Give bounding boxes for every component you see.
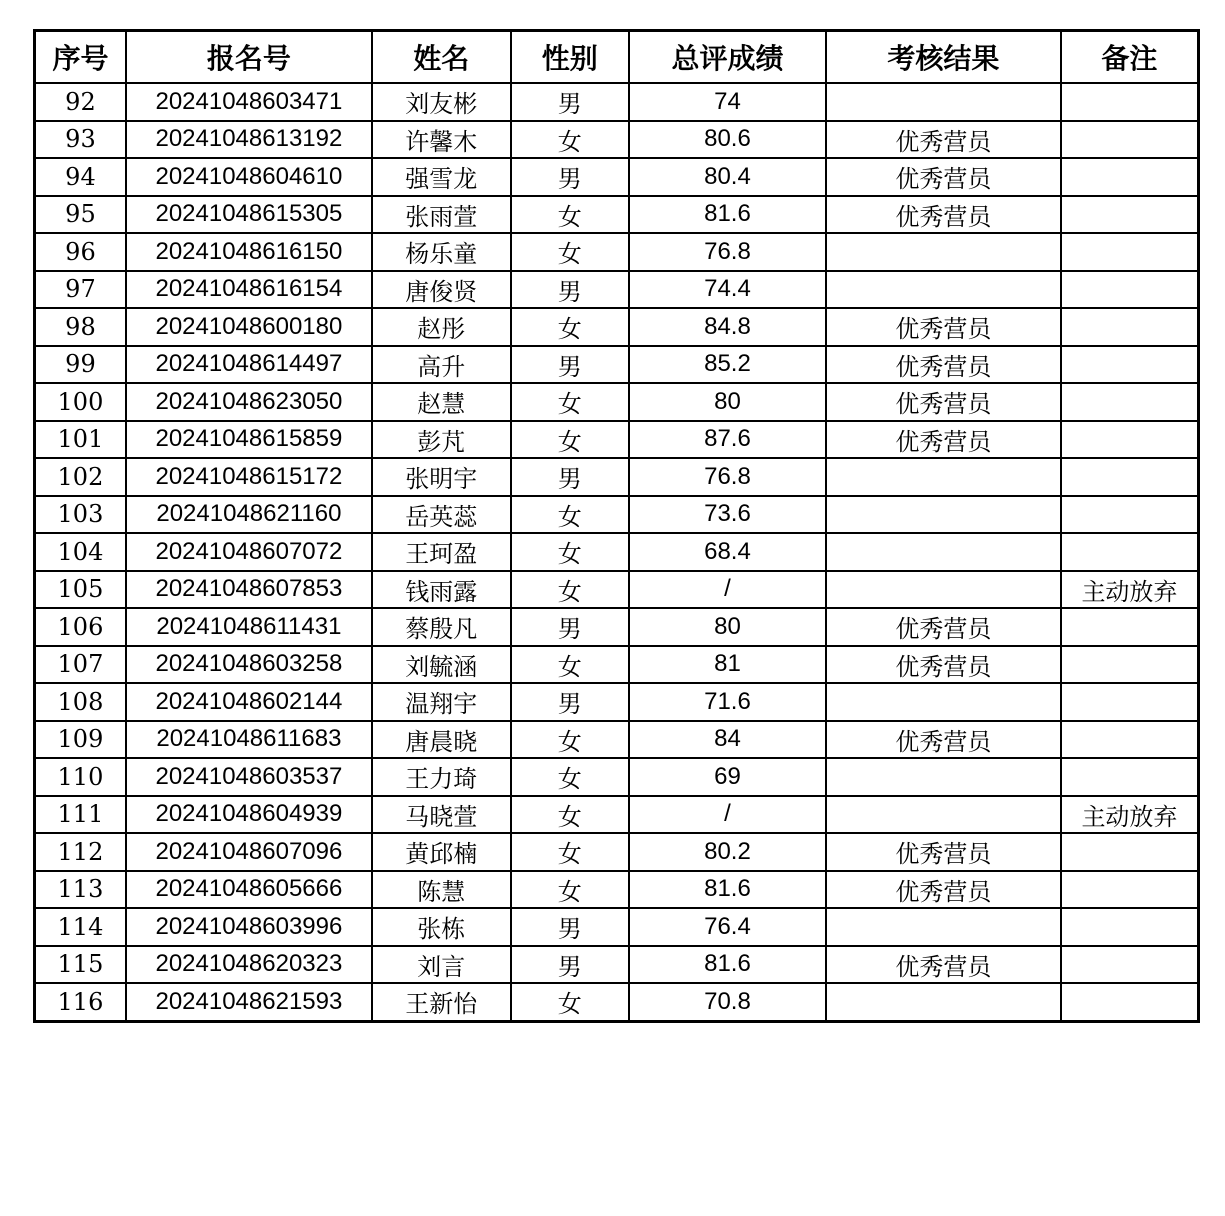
cell-assessment-result <box>826 758 1061 796</box>
cell-total-score: 80.4 <box>629 158 826 196</box>
table-row <box>35 458 1199 496</box>
cell-gender: 男 <box>511 158 630 196</box>
cell-total-score: 84.8 <box>629 308 826 346</box>
cell-name: 赵彤 <box>372 308 511 346</box>
cell-remark <box>1061 308 1199 346</box>
cell-gender: 男 <box>511 271 630 309</box>
cell-name: 强雪龙 <box>372 158 511 196</box>
cell-name: 许馨木 <box>372 121 511 159</box>
cell-serial-number: 102 <box>35 458 126 496</box>
cell-registration-number: 20241048605666 <box>126 871 372 909</box>
cell-assessment-result: 优秀营员 <box>826 196 1061 234</box>
cell-gender: 男 <box>511 908 630 946</box>
cell-name: 陈慧 <box>372 871 511 909</box>
cell-total-score: 81.6 <box>629 946 826 984</box>
cell-assessment-result: 优秀营员 <box>826 833 1061 871</box>
cell-remark <box>1061 721 1199 759</box>
cell-name: 温翔宇 <box>372 683 511 721</box>
cell-name: 唐俊贤 <box>372 271 511 309</box>
cell-registration-number: 20241048615172 <box>126 458 372 496</box>
cell-total-score: 76.8 <box>629 458 826 496</box>
cell-serial-number: 107 <box>35 646 126 684</box>
cell-gender: 女 <box>511 233 630 271</box>
cell-total-score: 87.6 <box>629 421 826 459</box>
table-row <box>35 571 1199 609</box>
cell-gender: 女 <box>511 571 630 609</box>
cell-assessment-result <box>826 271 1061 309</box>
cell-total-score: 73.6 <box>629 496 826 534</box>
cell-name: 张雨萱 <box>372 196 511 234</box>
cell-name: 张明宇 <box>372 458 511 496</box>
cell-gender: 女 <box>511 871 630 909</box>
table-row <box>35 983 1199 1021</box>
cell-registration-number: 20241048614497 <box>126 346 372 384</box>
cell-remark <box>1061 196 1199 234</box>
cell-registration-number: 20241048603258 <box>126 646 372 684</box>
cell-gender: 女 <box>511 646 630 684</box>
cell-assessment-result: 优秀营员 <box>826 346 1061 384</box>
cell-serial-number: 97 <box>35 271 126 309</box>
cell-gender: 男 <box>511 608 630 646</box>
cell-remark <box>1061 158 1199 196</box>
cell-assessment-result <box>826 571 1061 609</box>
table-row <box>35 196 1199 234</box>
cell-remark <box>1061 983 1199 1021</box>
cell-name: 高升 <box>372 346 511 384</box>
cell-serial-number: 95 <box>35 196 126 234</box>
cell-registration-number: 20241048603471 <box>126 83 372 121</box>
cell-assessment-result <box>826 496 1061 534</box>
cell-remark <box>1061 383 1199 421</box>
cell-remark <box>1061 233 1199 271</box>
cell-gender: 女 <box>511 833 630 871</box>
cell-gender: 女 <box>511 308 630 346</box>
cell-total-score: 80 <box>629 383 826 421</box>
header-name: 姓名 <box>372 31 511 84</box>
cell-gender: 女 <box>511 796 630 834</box>
cell-name: 王力琦 <box>372 758 511 796</box>
cell-total-score: 76.8 <box>629 233 826 271</box>
cell-registration-number: 20241048607096 <box>126 833 372 871</box>
cell-remark <box>1061 421 1199 459</box>
cell-total-score: 80.2 <box>629 833 826 871</box>
cell-total-score: 84 <box>629 721 826 759</box>
cell-name: 刘言 <box>372 946 511 984</box>
cell-assessment-result: 优秀营员 <box>826 308 1061 346</box>
cell-gender: 女 <box>511 383 630 421</box>
cell-gender: 男 <box>511 946 630 984</box>
header-remark: 备注 <box>1061 31 1199 84</box>
cell-registration-number: 20241048604610 <box>126 158 372 196</box>
cell-registration-number: 20241048615859 <box>126 421 372 459</box>
cell-gender: 女 <box>511 121 630 159</box>
cell-remark: 主动放弃 <box>1061 571 1199 609</box>
cell-assessment-result <box>826 533 1061 571</box>
cell-registration-number: 20241048620323 <box>126 946 372 984</box>
table-row <box>35 271 1199 309</box>
cell-registration-number: 20241048623050 <box>126 383 372 421</box>
cell-registration-number: 20241048604939 <box>126 796 372 834</box>
cell-serial-number: 110 <box>35 758 126 796</box>
cell-gender: 女 <box>511 721 630 759</box>
cell-registration-number: 20241048613192 <box>126 121 372 159</box>
cell-assessment-result <box>826 683 1061 721</box>
cell-serial-number: 92 <box>35 83 126 121</box>
cell-serial-number: 113 <box>35 871 126 909</box>
cell-total-score: / <box>629 796 826 834</box>
table-row <box>35 383 1199 421</box>
cell-name: 张栋 <box>372 908 511 946</box>
cell-name: 蔡殷凡 <box>372 608 511 646</box>
cell-serial-number: 116 <box>35 983 126 1021</box>
cell-assessment-result <box>826 83 1061 121</box>
cell-assessment-result <box>826 908 1061 946</box>
cell-total-score: 80.6 <box>629 121 826 159</box>
cell-gender: 男 <box>511 83 630 121</box>
cell-gender: 女 <box>511 421 630 459</box>
cell-serial-number: 108 <box>35 683 126 721</box>
cell-name: 王珂盈 <box>372 533 511 571</box>
cell-remark: 主动放弃 <box>1061 796 1199 834</box>
cell-assessment-result: 优秀营员 <box>826 421 1061 459</box>
cell-name: 彭芃 <box>372 421 511 459</box>
cell-remark <box>1061 871 1199 909</box>
table-row <box>35 158 1199 196</box>
cell-remark <box>1061 83 1199 121</box>
cell-registration-number: 20241048616154 <box>126 271 372 309</box>
table-row <box>35 646 1199 684</box>
cell-registration-number: 20241048611683 <box>126 721 372 759</box>
cell-remark <box>1061 608 1199 646</box>
cell-remark <box>1061 833 1199 871</box>
cell-name: 刘友彬 <box>372 83 511 121</box>
cell-serial-number: 99 <box>35 346 126 384</box>
table-row <box>35 721 1199 759</box>
cell-gender: 女 <box>511 533 630 571</box>
table-row <box>35 421 1199 459</box>
cell-serial-number: 114 <box>35 908 126 946</box>
cell-serial-number: 96 <box>35 233 126 271</box>
cell-remark <box>1061 908 1199 946</box>
cell-total-score: 81.6 <box>629 196 826 234</box>
cell-registration-number: 20241048600180 <box>126 308 372 346</box>
cell-name: 刘毓涵 <box>372 646 511 684</box>
table-row <box>35 233 1199 271</box>
cell-remark <box>1061 121 1199 159</box>
cell-serial-number: 105 <box>35 571 126 609</box>
cell-serial-number: 103 <box>35 496 126 534</box>
table-row <box>35 121 1199 159</box>
cell-remark <box>1061 271 1199 309</box>
table-row <box>35 83 1199 121</box>
header-total-score: 总评成绩 <box>629 31 826 84</box>
cell-serial-number: 104 <box>35 533 126 571</box>
cell-assessment-result <box>826 233 1061 271</box>
table-row <box>35 833 1199 871</box>
table-row <box>35 908 1199 946</box>
table-row <box>35 871 1199 909</box>
cell-remark <box>1061 458 1199 496</box>
cell-total-score: 81 <box>629 646 826 684</box>
cell-remark <box>1061 946 1199 984</box>
cell-total-score: / <box>629 571 826 609</box>
cell-name: 唐晨晓 <box>372 721 511 759</box>
cell-assessment-result: 优秀营员 <box>826 158 1061 196</box>
cell-total-score: 85.2 <box>629 346 826 384</box>
cell-total-score: 71.6 <box>629 683 826 721</box>
cell-total-score: 69 <box>629 758 826 796</box>
cell-registration-number: 20241048607072 <box>126 533 372 571</box>
cell-assessment-result: 优秀营员 <box>826 871 1061 909</box>
cell-serial-number: 106 <box>35 608 126 646</box>
cell-remark <box>1061 346 1199 384</box>
cell-serial-number: 93 <box>35 121 126 159</box>
table-body <box>35 83 1199 1021</box>
cell-assessment-result: 优秀营员 <box>826 646 1061 684</box>
cell-name: 王新怡 <box>372 983 511 1021</box>
table-row <box>35 796 1199 834</box>
table-row <box>35 496 1199 534</box>
cell-total-score: 80 <box>629 608 826 646</box>
cell-remark <box>1061 496 1199 534</box>
cell-serial-number: 100 <box>35 383 126 421</box>
cell-gender: 女 <box>511 983 630 1021</box>
cell-registration-number: 20241048615305 <box>126 196 372 234</box>
cell-assessment-result: 优秀营员 <box>826 121 1061 159</box>
header-gender: 性别 <box>511 31 630 84</box>
cell-assessment-result: 优秀营员 <box>826 721 1061 759</box>
cell-serial-number: 115 <box>35 946 126 984</box>
cell-registration-number: 20241048607853 <box>126 571 372 609</box>
header-assessment-result: 考核结果 <box>826 31 1061 84</box>
cell-total-score: 70.8 <box>629 983 826 1021</box>
cell-serial-number: 112 <box>35 833 126 871</box>
cell-total-score: 68.4 <box>629 533 826 571</box>
cell-serial-number: 98 <box>35 308 126 346</box>
header-serial-number: 序号 <box>35 31 126 84</box>
table-header <box>35 31 1199 84</box>
cell-name: 岳英蕊 <box>372 496 511 534</box>
header-row <box>35 31 1199 84</box>
cell-assessment-result <box>826 796 1061 834</box>
cell-assessment-result <box>826 983 1061 1021</box>
table-row <box>35 946 1199 984</box>
cell-name: 钱雨露 <box>372 571 511 609</box>
cell-serial-number: 109 <box>35 721 126 759</box>
cell-serial-number: 101 <box>35 421 126 459</box>
cell-gender: 女 <box>511 496 630 534</box>
cell-remark <box>1061 646 1199 684</box>
cell-total-score: 81.6 <box>629 871 826 909</box>
table-row <box>35 533 1199 571</box>
cell-gender: 男 <box>511 346 630 384</box>
cell-remark <box>1061 758 1199 796</box>
score-table <box>33 29 1200 1023</box>
cell-name: 马晓萱 <box>372 796 511 834</box>
cell-registration-number: 20241048602144 <box>126 683 372 721</box>
cell-assessment-result: 优秀营员 <box>826 608 1061 646</box>
cell-assessment-result: 优秀营员 <box>826 383 1061 421</box>
cell-total-score: 76.4 <box>629 908 826 946</box>
cell-name: 赵慧 <box>372 383 511 421</box>
cell-registration-number: 20241048621593 <box>126 983 372 1021</box>
table-row <box>35 308 1199 346</box>
table-row <box>35 346 1199 384</box>
cell-serial-number: 111 <box>35 796 126 834</box>
cell-gender: 女 <box>511 758 630 796</box>
cell-registration-number: 20241048603537 <box>126 758 372 796</box>
cell-assessment-result <box>826 458 1061 496</box>
cell-gender: 男 <box>511 683 630 721</box>
header-registration-number: 报名号 <box>126 31 372 84</box>
cell-name: 杨乐童 <box>372 233 511 271</box>
table-row <box>35 683 1199 721</box>
cell-remark <box>1061 683 1199 721</box>
table-row <box>35 758 1199 796</box>
cell-remark <box>1061 533 1199 571</box>
cell-assessment-result: 优秀营员 <box>826 946 1061 984</box>
cell-serial-number: 94 <box>35 158 126 196</box>
cell-total-score: 74 <box>629 83 826 121</box>
cell-registration-number: 20241048616150 <box>126 233 372 271</box>
cell-registration-number: 20241048603996 <box>126 908 372 946</box>
cell-gender: 男 <box>511 458 630 496</box>
cell-name: 黄邱楠 <box>372 833 511 871</box>
table-row <box>35 608 1199 646</box>
cell-total-score: 74.4 <box>629 271 826 309</box>
cell-gender: 女 <box>511 196 630 234</box>
cell-registration-number: 20241048621160 <box>126 496 372 534</box>
cell-registration-number: 20241048611431 <box>126 608 372 646</box>
